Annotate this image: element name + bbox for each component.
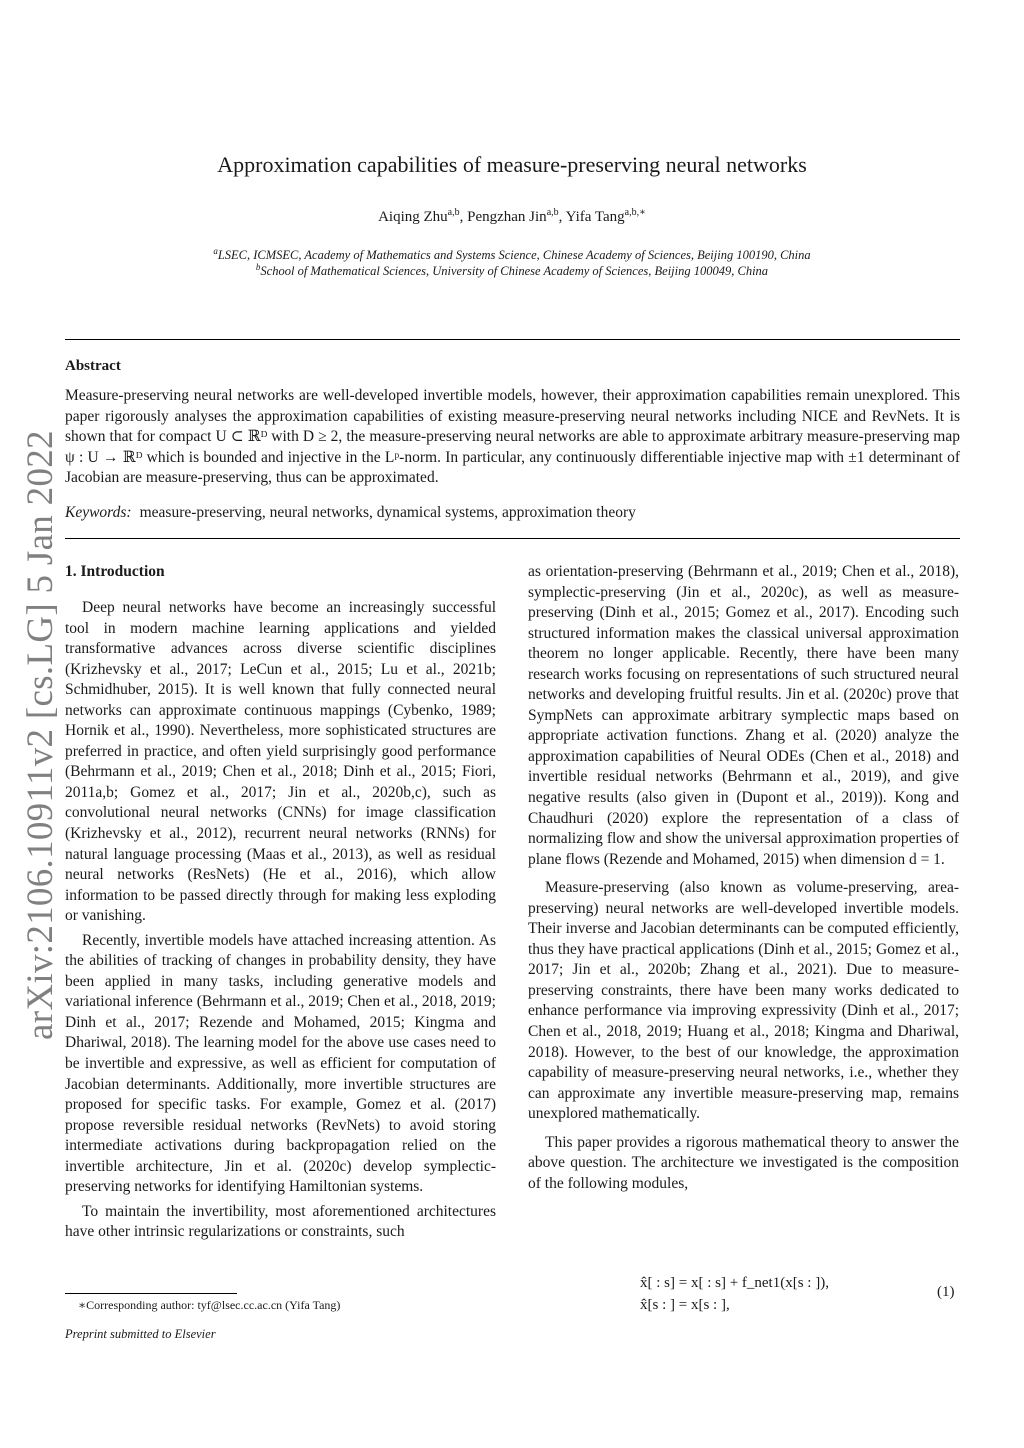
author-name: Yifa Tang (565, 209, 625, 225)
author-affiliation-mark: a,b (447, 207, 460, 218)
preprint-note: Preprint submitted to Elsevier (65, 1327, 216, 1341)
section-heading: 1. Introduction (65, 563, 165, 580)
keywords-text: measure-preserving, neural networks, dynamical systems, approximation theory (139, 504, 636, 521)
keywords-label: Keywords: (65, 504, 132, 521)
footnote: ∗Corresponding author: tyf@lsec.cc.ac.cn (Yifa Tang) (78, 1298, 341, 1312)
footnote-rule (65, 1293, 237, 1294)
author-affiliation-mark: a,b,∗ (624, 207, 646, 218)
paragraph: as orientation-preserving (Behrmann et al., 2019; Chen et al., 2018), symplectic-preserving (Jin et al., 2020c), as well as measure-preserving (Dinh et al., 2015; Gomez et al., 2017). Encoding such structured information makes the classical universal approximation theorem no longer applicable. Recently, there have been many research works focusing on representations of such structured neural networks and developing fruitful results. Jin et al. (2020c) prove that SympNets can approximate arbitrary symplectic maps based on appropriate activation functions. Zhang et al. (2020) analyze the approximation capabilities of Neural ODEs (Chen et al., 2018) and invertible residual networks (Behrmann et al., 2019), and give negative results (also given in (Dupont et al., 2019)). Kong and Chaudhuri (2020) explore the representation of a class of normalizing flow and show the universal approximation properties of plane flows (Rezende and Mohamed, 2015) when dimension d = 1. (528, 563, 959, 868)
paragraph: To maintain the invertibility, most aforementioned architectures have other intrinsic regularizations or constraints, such (65, 1202, 496, 1241)
author-list: Aiqing Zhu$^{a,b}$, Pengzhan Jin$^{a,b}$, Yifa Tang$^{a,b,∗}$ (378, 207, 646, 225)
paragraph: Measure-preserving (also known as volume-preserving, area-preserving) neural networks are well-developed invertible models. Their inverse and Jacobian determinants can be computed efficiently, thus they have practical applications (Dinh et al., 2015; Gomez et al., 2017; Jin et al., 2020b; Zhang et al., 2021). Due to measure-preserving constraints, there have been many works dedicated to enhance performance via improving expressivity (Dinh et al., 2017; Chen et al., 2018, 2019; Huang et al., 2018; Kingma and Dhariwal, 2018). However, to the best of our knowledge, the approximation capability of measure-preserving neural networks, i.e., whether they can approximate any invertible measure-preserving map, remains unexplored mathematically. (528, 879, 959, 1123)
abstract-heading: Abstract (65, 358, 121, 374)
paragraph: Recently, invertible models have attached increasing attention. As the abilities of tracking of changes in probability density, they have been applied in many tasks, including generative models and variational inference (Behrmann et al., 2019; Chen et al., 2018, 2019; Dinh et al., 2017; Rezende and Mohamed, 2015; Kingma and Dhariwal, 2018). The learning model for the above use cases need to be invertible and expressive, as well as efficient for computation of Jacobian determinants. Additionally, more invertible structures are proposed for specific tasks. For example, Gomez et al. (2017) propose reversible residual networks (RevNets) to avoid storing intermediate activations during backpropagation relied on the invertible architecture, Jin et al. (2020c) develop symplectic-preserving networks for identifying Hamiltonian systems. (65, 931, 496, 1196)
equation-number: (1) (937, 1284, 955, 1300)
equation-line: x̂[s : ] = x[s : ], (640, 1297, 730, 1313)
arxiv-identifier: arXiv:2106.10911v2 [cs.LG] 5 Jan 2022 (20, 430, 61, 1040)
abstract-text: Measure-preserving neural networks are well-developed invertible models, however, their approximation capabilities remain unexplored. This paper rigorously analyses the approximation capabilities of existing measure-preserving neural networks including NICE and RevNets. It is shown that for compact U ⊂ ℝᴰ with D ≥ 2, the measure-preserving neural networks are able to approximate arbitrary measure-preserving map ψ : U → ℝᴰ which is bounded and injective in the Lᵖ-norm. In particular, any continuously differentiable injective map with ±1 determinant of Jacobian are measure-preserving, thus can be approximated. (65, 387, 960, 487)
affiliation-b: $^b$School of Mathematical Sciences, University of Chinese Academy of Sciences, Beijing 100049, China (255, 262, 769, 279)
affiliation-a: $^a$LSEC, ICMSEC, Academy of Mathematics and Systems Science, Chinese Academy of Sciences, Beijing 100190, China (213, 246, 811, 263)
top-rule (65, 339, 960, 340)
author-name: Pengzhan Jin (467, 209, 547, 225)
paragraph: This paper provides a rigorous mathematical theory to answer the above question. The architecture we investigated is the composition of the following modules, (528, 1133, 959, 1192)
author-affiliation-mark: a,b (546, 207, 559, 218)
paper-title: Approximation capabilities of measure-preserving neural networks (217, 152, 807, 177)
keywords-rule (65, 538, 960, 539)
equation-1 (640, 1272, 829, 1316)
keywords (65, 504, 960, 522)
author-name: Aiqing Zhu (378, 209, 448, 225)
left-column (65, 598, 496, 1243)
paragraph: Deep neural networks have become an increasingly successful tool in modern machine learning applications and yielded transformative advances across diverse scientific disciplines (Krizhevsky et al., 2017; LeCun et al., 2015; Lu et al., 2021b; Schmidhuber, 2015). It is well known that fully connected neural networks can approximate continuous mappings (Cybenko, 1989; Hornik et al., 1990). Nevertheless, more sophisticated structures are preferred in practice, and often yield surprisingly good performance (Behrmann et al., 2019; Chen et al., 2018; Dinh et al., 2015; Fiori, 2011a,b; Gomez et al., 2017; Jin et al., 2020b,c), such as convolutional neural networks (CNNs) for image classification (Krizhevsky et al., 2012), recurrent neural networks (RNNs) for natural language processing (Maas et al., 2013), as well as residual neural networks (ResNets) (He et al., 2016), which allow information to be passed directly through for making less exploding or vanishing. (65, 599, 496, 925)
equation-line: x̂[ : s] = x[ : s] + f_net1(x[s : ]), (640, 1275, 829, 1291)
right-column (528, 562, 959, 1194)
